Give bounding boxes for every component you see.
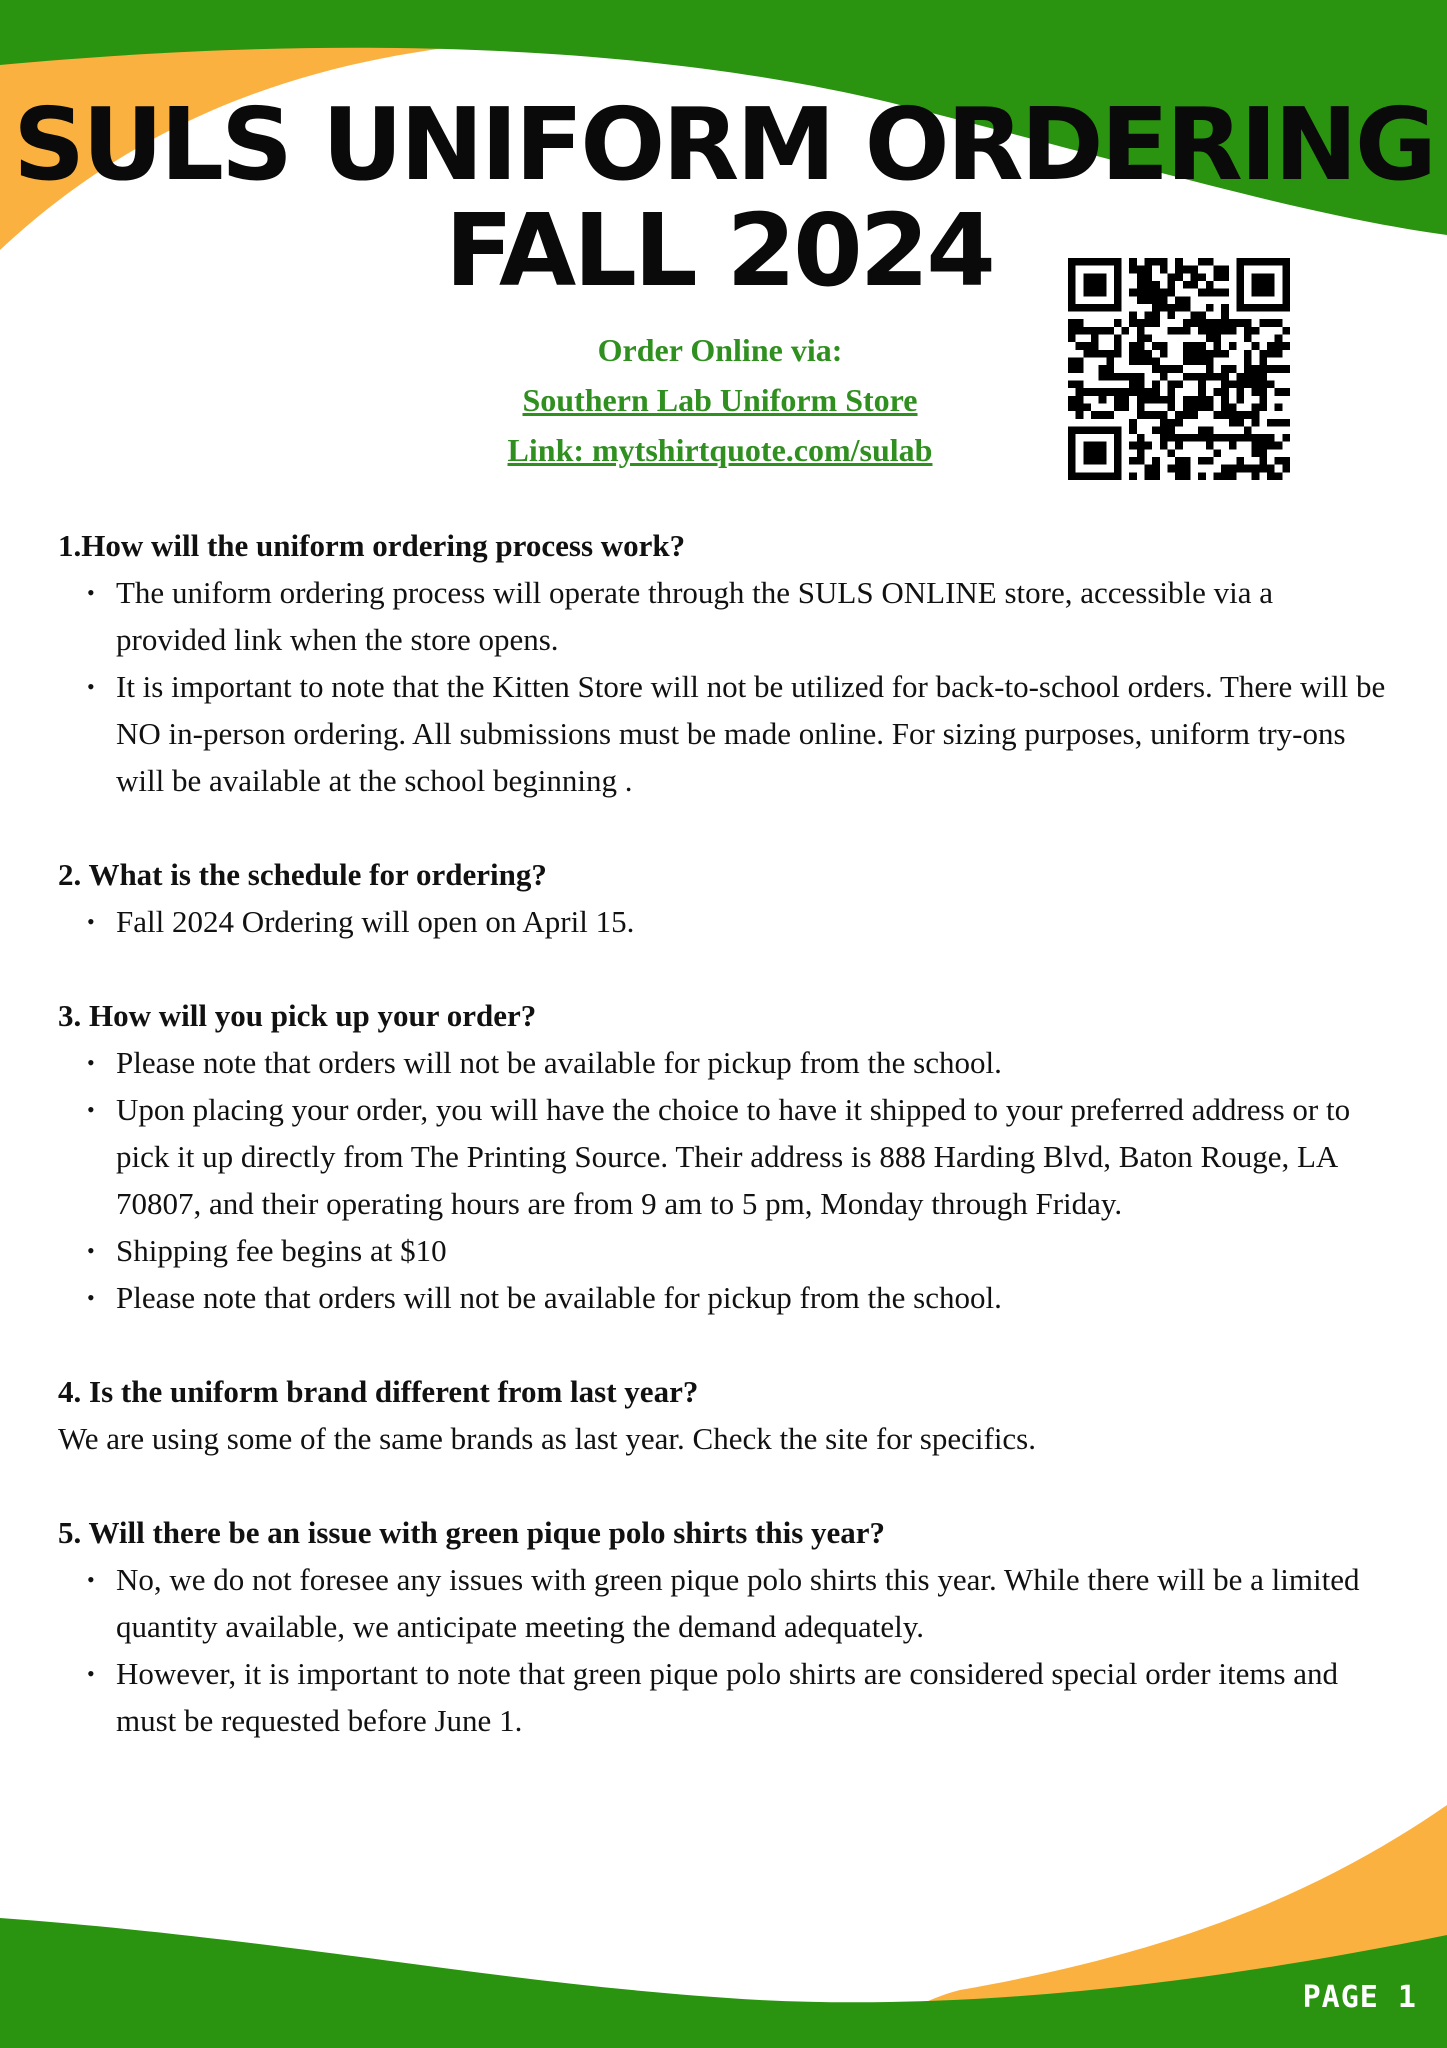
qr-code-icon[interactable] <box>1068 258 1290 480</box>
faq-question: 4. Is the uniform brand different from last year? <box>58 1374 699 1409</box>
faq-bullet-list <box>58 569 1388 804</box>
faq-section-3 <box>58 992 1388 1321</box>
faq-bullet-list <box>58 898 1388 945</box>
page-number: PAGE 1 <box>1302 1980 1417 2015</box>
faq-section-1 <box>58 522 1388 804</box>
faq-question: 3. How will you pick up your order? <box>58 998 537 1033</box>
faq-answer-text: We are using some of the same brands as last year. Check the site for specifics. <box>58 1421 1036 1456</box>
faq-question: 1.How will the uniform ordering process work? <box>58 528 686 563</box>
title-line-1: SULS UNIFORM ORDERING <box>13 86 1434 203</box>
faq-question: 2. What is the schedule for ordering? <box>58 857 547 892</box>
list-item: • Shipping fee begins at $10 <box>116 1227 1388 1274</box>
list-item: • Please note that orders will not be available for pickup from the school. <box>116 1274 1388 1321</box>
list-item: • No, we do not foresee any issues with green pique polo shirts this year. While there will be a limited quantity available, we anticipate meeting the demand adequately. <box>116 1556 1388 1650</box>
faq-bullet-list <box>58 1039 1388 1321</box>
faq-section-4 <box>58 1368 1388 1462</box>
faq-section-2 <box>58 851 1388 945</box>
list-item: • The uniform ordering process will operate through the SULS ONLINE store, accessible via a provided link when the store opens. <box>116 569 1388 663</box>
list-item: • Upon placing your order, you will have the choice to have it shipped to your preferred address or to pick it up directly from The Printing Source. Their address is 888 Harding Blvd, Baton Rouge, LA 70807, and their operating hours are from 9 am to 5 pm, Monday through Friday. <box>116 1086 1388 1227</box>
list-item: • Fall 2024 Ordering will open on April 15. <box>116 898 1388 945</box>
order-online-label: Order Online via: <box>597 332 843 368</box>
list-item: • Please note that orders will not be available for pickup from the school. <box>116 1039 1388 1086</box>
faq-bullet-list <box>58 1556 1388 1744</box>
faq-question: 5. Will there be an issue with green pique polo shirts this year? <box>58 1515 886 1550</box>
title-line-2: FALL 2024 <box>445 192 993 309</box>
list-item: • It is important to note that the Kitten Store will not be utilized for back-to-school orders. There will be NO in-person ordering. All submissions must be made online. For sizing purposes, uniform try-ons will be available at the school beginning . <box>116 663 1388 804</box>
list-item: • However, it is important to note that green pique polo shirts are considered special order items and must be requested before June 1. <box>116 1650 1388 1744</box>
faq-content <box>58 522 1388 1791</box>
store-url-link[interactable]: Link: mytshirtquote.com/sulab <box>507 432 933 468</box>
order-online-block <box>460 325 980 475</box>
store-link[interactable]: Southern Lab Uniform Store <box>522 382 918 418</box>
faq-section-5 <box>58 1509 1388 1744</box>
